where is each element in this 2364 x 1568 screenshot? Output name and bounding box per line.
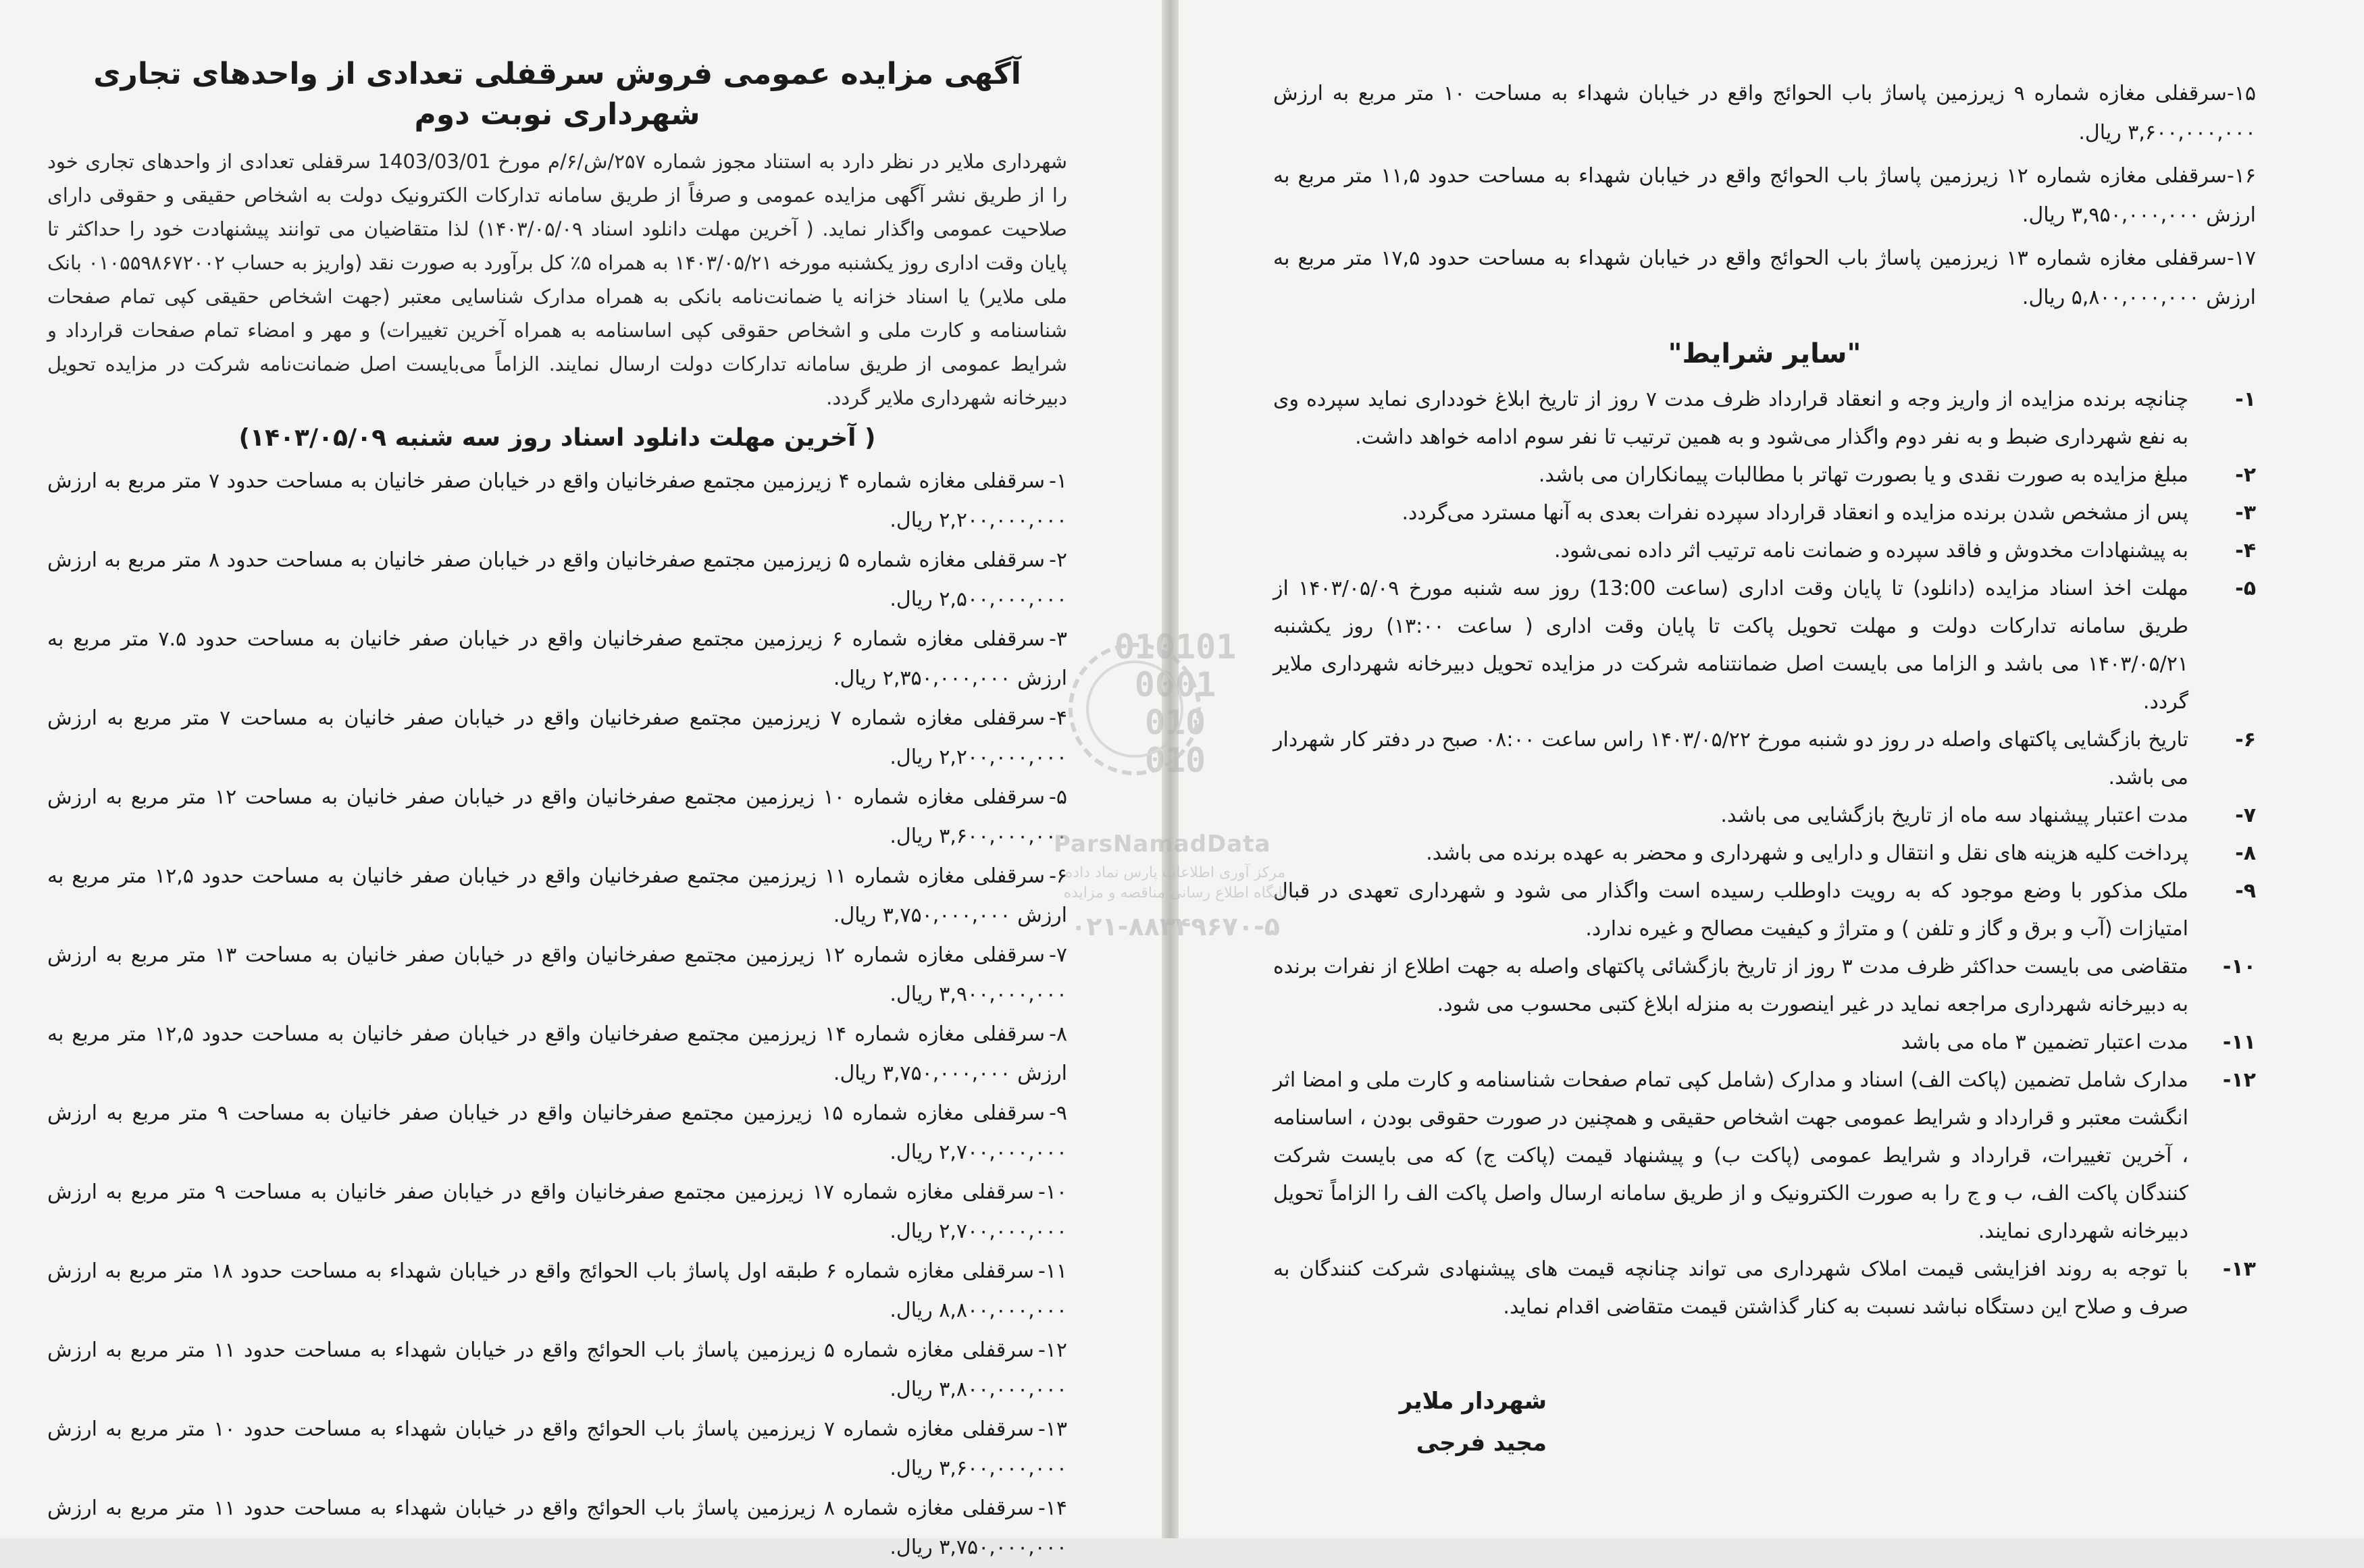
item-number: ۸- (1049, 1022, 1068, 1046)
auction-notice-column (47, 54, 1067, 1568)
condition-text: تاریخ بازگشایی پاکتهای واصله در روز دو شنبه مورخ ۱۴۰۳/۰۵/۲۲ راس ساعت ۰۸:۰۰ صبح در دفتر کار شهردار می باشد. (1273, 728, 2189, 789)
list-item (47, 1331, 1067, 1409)
condition-item (1273, 872, 2256, 948)
condition-text: چنانچه برنده مزایده از واریز وجه و انعقاد قرارداد ظرف مدت ۷ روز از تاریخ ابلاغ خودداری نماید سپرده وی به نفع شهرداری ضبط و به نفر دوم واگذار می‌شود و به همین ترتیب تا نفر سوم ادامه خواهد داشت. (1273, 388, 2189, 449)
item-number: ۶- (1049, 864, 1068, 888)
condition-number: ۲- (2235, 463, 2256, 487)
signature-block (1273, 1380, 1547, 1464)
list-item (47, 462, 1067, 540)
item-text: سرقفلی مغازه شماره ۵ زیرزمین مجتمع صفرخانیان واقع در خیابان صفر خانیان به مساحت حدود ۸ متر مربع به ارزش ۲,۵۰۰,۰۰۰,۰۰۰ ریال. (47, 548, 1067, 611)
item-number: ۱۰- (1037, 1180, 1067, 1204)
conditions-column (1273, 74, 2256, 1464)
item-number: ۷- (1049, 943, 1067, 967)
list-item (1273, 74, 2256, 153)
condition-number: ۱۲- (2222, 1068, 2256, 1092)
right-page (1179, 0, 2364, 1538)
item-number: ۵- (1049, 785, 1067, 809)
condition-number: ۱۱- (2222, 1030, 2256, 1054)
condition-text: مبلغ مزایده به صورت نقدی و یا بصورت تهاتر با مطالبات پیمانکاران می باشد. (1538, 463, 2188, 487)
seal-icon (1067, 628, 1202, 804)
download-deadline: ( آخرین مهلت دانلود اسناد روز سه شنبه ۱۴۰۳/۰۵/۰۹) (238, 424, 876, 452)
condition-number: ۹- (2235, 879, 2256, 903)
condition-text: متقاضی می بایست حداکثر ظرف مدت ۳ روز از تاریخ بازگشائی پاکتهای واصله به جهت اطلاع از نفرات برنده به دبیرخانه شهرداری مراجعه نماید در غیر اینصورت به منزله ابلاغ کتبی محسوب می شود. (1273, 955, 2188, 1016)
item-number: ۳- (1049, 627, 1068, 651)
condition-item (1273, 835, 2256, 872)
condition-number: ۱- (2235, 388, 2256, 411)
item-number: ۱۳- (1037, 1417, 1068, 1441)
condition-item (1273, 1251, 2256, 1326)
condition-item (1273, 1024, 2256, 1062)
item-text: سرقفلی مغازه شماره ۷ زیرزمین پاساژ باب الحوائج واقع در خیابان شهداء به مساحت حدود ۱۰ متر مربع به ارزش ۳,۶۰۰,۰۰۰,۰۰۰ ریال. (47, 1417, 1067, 1480)
condition-number: ۵- (2235, 577, 2256, 600)
condition-item (1273, 381, 2256, 456)
condition-item (1273, 797, 2256, 835)
signature-title: شهردار ملایر (1399, 1388, 1547, 1415)
item-text: سرقفلی مغازه شماره ۱۱ زیرزمین مجتمع صفرخانیان واقع در خیابان صفر خانیان به مساحت حدود ۱۲,۵ متر مربع به ارزش ۳,۷۵۰,۰۰۰,۰۰۰ ریال. (47, 864, 1067, 927)
item-number: ۱۵- (2226, 82, 2257, 105)
binary-line: 010101 (1114, 627, 1237, 667)
list-item (47, 1094, 1067, 1172)
condition-item (1273, 456, 2256, 494)
condition-number: ۸- (2235, 841, 2256, 865)
condition-item (1273, 721, 2256, 797)
list-item (47, 620, 1067, 698)
watermark-line: پایگاه اطلاع رسانی مناقصه و مزایده (1063, 885, 1287, 901)
watermark-brand: ParsNamadData (1054, 831, 1271, 858)
signature-name: مجید فرجی (1416, 1430, 1547, 1457)
condition-text: با توجه به روند افزایشی قیمت املاک شهرداری می تواند چنانچه قیمت های پیشنهادی شرکت کنندگان به صرف و صلاح این دستگاه نباشد نسبت به کنار گذاشتن قیمت متقاضی اقدام نماید. (1273, 1257, 2188, 1319)
list-item (47, 699, 1067, 777)
item-text: سرقفلی مغازه شماره ۵ زیرزمین پاساژ باب الحوائج واقع در خیابان شهداء به مساحت حدود ۱۱ متر مربع به ارزش ۳,۸۰۰,۰۰۰,۰۰۰ ریال. (47, 1338, 1067, 1401)
item-text: سرقفلی مغازه شماره ۸ زیرزمین پاساژ باب الحوائج واقع در خیابان شهداء به مساحت حدود ۱۱ متر مربع به ارزش ۳,۷۵۰,۰۰۰,۰۰۰ ریال. (47, 1496, 1067, 1559)
condition-number: ۱۳- (2222, 1257, 2256, 1281)
condition-text: به پیشنهادات مخدوش و فاقد سپرده و ضمانت نامه ترتیب اثر داده نمی‌شود. (1553, 539, 2188, 563)
list-item (47, 1173, 1067, 1251)
condition-text: مدت اعتبار تضمین ۳ ماه می باشد (1901, 1030, 2188, 1054)
binary-line: 010 (1144, 703, 1206, 742)
condition-text: پرداخت کلیه هزینه های نقل و انتقال و دارایی و شهرداری و محضر به عهده برنده می باشد. (1426, 841, 2188, 865)
notice-intro: شهرداری ملایر در نظر دارد به استناد مجوز شماره ۲۵۷/ش/۶/م مورخ 1403/03/01 سرقفلی تعدادی از واحدهای تجاری خود را از طریق نشر آگهی مزایده عمومی و صرفاً از طریق سامانه تدارکات الکترونیک دولت به اشخاص حقیقی و حقوقی دارای صلاحیت عمومی واگذار نماید. ( آخرین مهلت دانلود اسناد ۱۴۰۳/۰۵/۰۹) لذا متقاضیان می توانند پیشنهادت خود را حداکثر تا پایان وقت اداری روز یکشنبه مورخه ۱۴۰۳/۰۵/۲۱ به همراه ۵٪ کل برآورد به صورت نقد (واریز به حساب ۰۱۰۵۵۹۸۶۷۲۰۰۲ بانک ملی ملایر) یا اسناد خزانه یا ضمانت‌نامه بانکی به همراه مدارک شناسایی معتبر (جهت اشخاص حقیقی کپی تمام صفحات شناسنامه و کارت ملی و اشخاص حقوقی کپی اساسنامه به همراه آخرین تغییرات) و مهر و امضاء تمام صفحات قرارداد و شرایط عمومی از طریق سامانه تدارکات دولت ارسال نمایند. الزاماً می‌بایست اصل ضمانت‌نامه شرکت در مزایده تحویل دبیرخانه شهرداری ملایر گردد. (47, 150, 1068, 409)
condition-number: ۱۰- (2222, 955, 2256, 978)
watermark-phone: ۰۲۱-۸۸۳۴۹۶۷۰-۵ (1071, 912, 1280, 941)
condition-text: مهلت اخذ اسناد مزایده (دانلود) تا پایان وقت اداری (ساعت 13:00) روز سه شنبه مورخ ۱۴۰۳/۰۵/۰۹ از طریق سامانه تدارکات دولت و مهلت تحویل پاکت تا پایان وقت اداری ( ساعت ۱۳:۰۰) روز یکشنبه ۱۴۰۳/۰۵/۲۱ می باشد و الزاما می بایست اصل ضمانتنامه شرکت در مزایده تحویل دبیرخانه شهرداری ملایر گردد. (1273, 577, 2189, 714)
list-item (47, 541, 1067, 619)
binary-line: 0001 (1134, 665, 1216, 704)
item-number: ۱۱- (1037, 1259, 1068, 1283)
list-item (47, 936, 1067, 1014)
condition-item (1273, 494, 2256, 532)
list-item (1273, 239, 2256, 317)
condition-text: پس از مشخص شدن برنده مزایده و انعقاد قرارداد سپرده نفرات بعدی به آنها مسترد می‌گردد. (1402, 501, 2188, 525)
item-text: سرقفلی مغازه شماره ۶ طبقه اول پاساژ باب الحوائج واقع در خیابان شهداء به مساحت حدود ۱۸ متر مربع به ارزش ۸,۸۰۰,۰۰۰,۰۰۰ ریال. (47, 1259, 1067, 1322)
item-number: ۱۴- (1037, 1496, 1068, 1520)
list-item (47, 857, 1067, 935)
condition-item (1273, 570, 2256, 721)
conditions-heading: "سایر شرایط" (1668, 338, 1861, 369)
item-number: ۲- (1049, 548, 1068, 572)
item-text: سرقفلی مغازه شماره ۹ زیرزمین پاساژ باب الحوائج واقع در خیابان شهداء به مساحت ۱۰ متر مربع به ارزش ۳,۶۰۰,۰۰۰,۰۰۰ ریال. (1273, 82, 2256, 145)
item-number: ۱۲- (1037, 1338, 1068, 1362)
notice-title: آگهی مزایده عمومی فروش سرقفلی تعدادی از واحدهای تجاری شهرداری نوبت دوم (93, 57, 1021, 132)
item-number: ۹- (1049, 1101, 1068, 1125)
item-text: سرقفلی مغازه شماره ۶ زیرزمین مجتمع صفرخانیان واقع در خیابان صفر خانیان به مساحت حدود ۷.۵ متر مربع به ارزش ۲,۳۵۰,۰۰۰,۰۰۰ ریال. (47, 627, 1067, 690)
condition-text: مدارک شامل تضمین (پاکت الف) اسناد و مدارک (شامل کپی تمام صفحات شناسنامه و کارت ملی و امضا اثر انگشت معتبر و قرارداد و شرایط عمومی جهت اشخاص حقیقی و همچنین در صورت حقوقی بودن ، اساسنامه ، آخرین تغییرات، قرارداد و شرایط عمومی (پاکت ب) و پیشنهاد قیمت (پاکت ج) که می بایست شرکت کنندگان پاکت الف، ب و ج را به صورت الکترونیک و از طریق سامانه ارسال واصل پاکت الف را الزاماً تحویل دبیرخانه شهرداری نمایند. (1273, 1068, 2188, 1243)
condition-number: ۷- (2235, 804, 2256, 827)
condition-item (1273, 1062, 2256, 1251)
item-text: سرقفلی مغازه شماره ۷ زیرزمین مجتمع صفرخانیان واقع در خیابان صفر خانیان به مساحت ۷ متر مربع به ارزش ۲,۲۰۰,۰۰۰,۰۰۰ ریال. (47, 706, 1067, 769)
binary-line: 010 (1144, 741, 1206, 780)
item-text: سرقفلی مغازه شماره ۱۵ زیرزمین مجتمع صفرخانیان واقع در خیابان صفر خانیان به مساحت ۹ متر مربع به ارزش ۲,۷۰۰,۰۰۰,۰۰۰ ریال. (47, 1101, 1067, 1164)
item-text: سرقفلی مغازه شماره ۱۰ زیرزمین مجتمع صفرخانیان واقع در خیابان صفر خانیان به مساحت ۱۲ متر مربع به ارزش ۳,۶۰۰,۰۰۰,۰۰۰ ریال. (47, 785, 1067, 848)
list-item (47, 1410, 1067, 1488)
item-number: ۱- (1049, 469, 1068, 493)
item-text: سرقفلی مغازه شماره ۱۲ زیرزمین پاساژ باب الحوائج واقع در خیابان شهداء به مساحت حدود ۱۱,۵ متر مربع به ارزش ۳,۹۵۰,۰۰۰,۰۰۰ ریال. (1273, 164, 2256, 227)
watermark-line: مرکز آوری اطلاعات پارس نماد داده (1064, 864, 1286, 881)
condition-text: مدت اعتبار پیشنهاد سه ماه از تاریخ بازگشایی می باشد. (1720, 804, 2188, 827)
item-text: سرقفلی مغازه شماره ۴ زیرزمین مجتمع صفرخانیان واقع در خیابان صفر خانیان به مساحت حدود ۷ متر مربع به ارزش ۲,۲۰۰,۰۰۰,۰۰۰ ریال. (47, 469, 1067, 532)
item-text: سرقفلی مغازه شماره ۱۷ زیرزمین مجتمع صفرخانیان واقع در خیابان صفر خانیان به مساحت ۹ متر مربع به ارزش ۲,۷۰۰,۰۰۰,۰۰۰ ریال. (47, 1180, 1067, 1243)
item-text: سرقفلی مغازه شماره ۱۳ زیرزمین پاساژ باب الحوائج واقع در خیابان شهداء به مساحت حدود ۱۷,۵ متر مربع به ارزش ۵,۸۰۰,۰۰۰,۰۰۰ ریال. (1273, 246, 2256, 309)
item-number: ۴- (1049, 706, 1068, 730)
list-item (47, 1015, 1067, 1093)
condition-text: ملک مذکور با وضع موجود که به رویت داوطلب رسیده است واگذار می شود و شهرداری تعهدی در قبال امتیازات (آب و برق و گاز و تلفن ) و متراژ و کیفیت مصالح و غیره ندارد. (1273, 879, 2188, 941)
list-item (1273, 157, 2256, 235)
item-text: سرقفلی مغازه شماره ۱۴ زیرزمین مجتمع صفرخانیان واقع در خیابان صفر خانیان به مساحت حدود ۱۲,۵ متر مربع به ارزش ۳,۷۵۰,۰۰۰,۰۰۰ ریال. (47, 1022, 1067, 1085)
condition-number: ۴- (2235, 539, 2256, 563)
item-number: ۱۷- (2226, 246, 2256, 270)
condition-number: ۶- (2235, 728, 2256, 752)
condition-number: ۳- (2235, 501, 2256, 525)
condition-item (1273, 532, 2256, 570)
list-item (47, 778, 1067, 856)
item-text: سرقفلی مغازه شماره ۱۲ زیرزمین مجتمع صفرخانیان واقع در خیابان صفر خانیان به مساحت ۱۳ متر مربع به ارزش ۳,۹۰۰,۰۰۰,۰۰۰ ریال. (47, 943, 1067, 1006)
left-page (0, 0, 1162, 1559)
condition-item (1273, 948, 2256, 1024)
list-item (47, 1252, 1067, 1330)
item-number: ۱۶- (2226, 164, 2256, 188)
parsnamaddata-watermark (1027, 628, 1324, 979)
list-item (47, 1489, 1067, 1567)
